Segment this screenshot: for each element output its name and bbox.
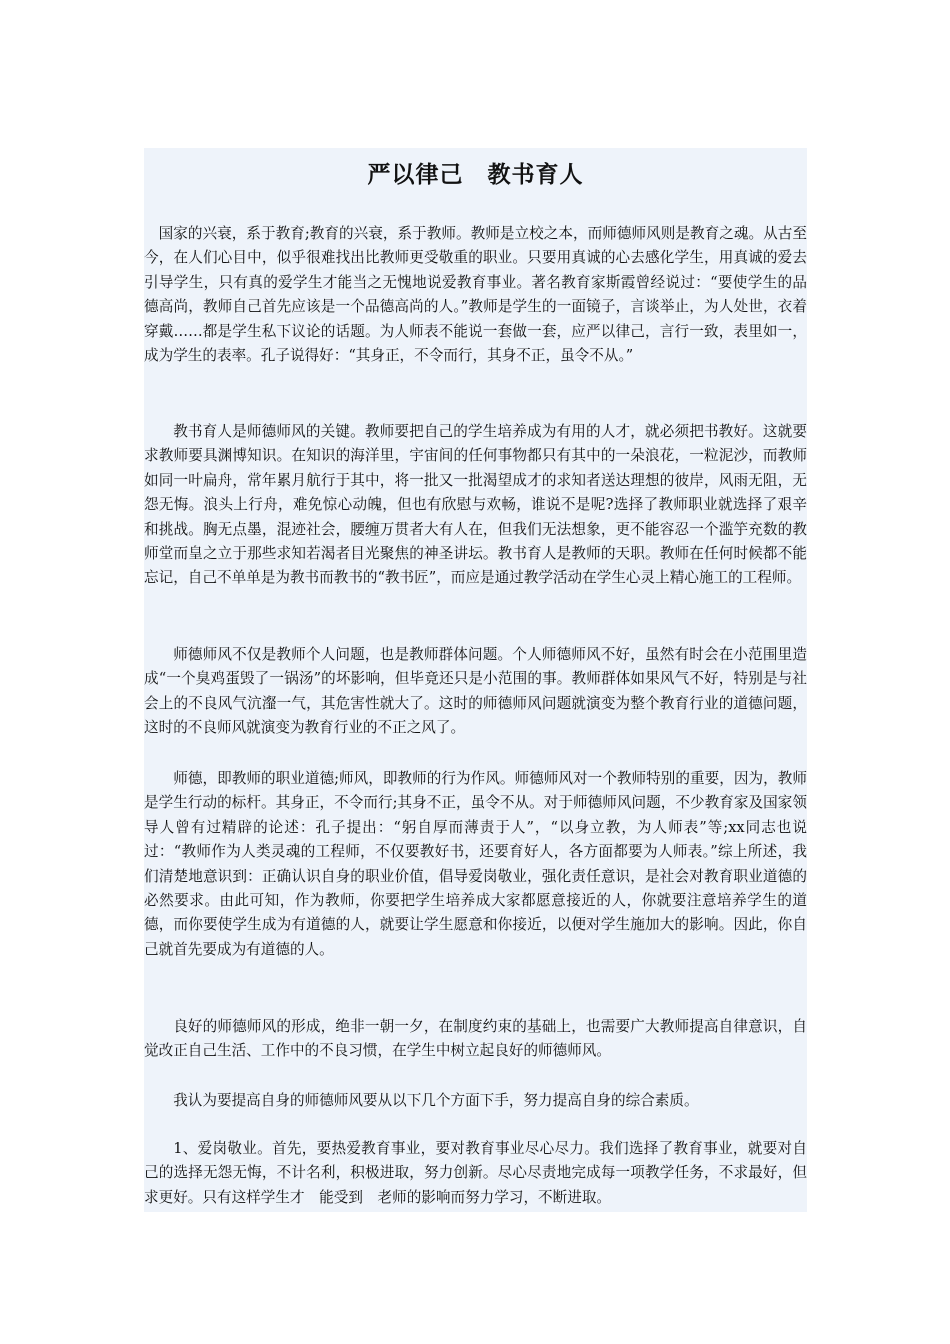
paragraph-6: 我认为要提高自身的师德师风要从以下几个方面下手，努力提高自身的综合素质。 <box>173 1092 699 1109</box>
paragraph-7: 1、爱岗敬业。首先，要热爱教育事业，要对教育事业尽心尽力。我们选择了教育事业，就要对自己的选择无怨无悔，不计名利，积极进取，努力创新。尽心尽责地完成每一项教学任务，不求最好，但求更好。只有这样学生才 能受到 老师的影响而努力学习，不断进取。 <box>144 1140 807 1206</box>
paragraph-1: 国家的兴衰，系于教育;教育的兴衰，系于教师。教师是立校之本，而师德师风则是教育之魂。从古至今，在人们心目中，似乎很难找出比教师更受敬重的职业。只要用真诚的心去感化学生，用真诚的爱去引导学生，只有真的爱学生才能当之无愧地说爱教育事业。著名教育家斯霞曾经说过：“要使学生的品德高尚，教师自己首先应该是一个品德高尚的人。”教师是学生的一面镜子，言谈举止，为人处世，衣着穿戴……都是学生私下议论的话题。为人师表不能说一套做一套，应严以律己，言行一致，表里如一，成为学生的表率。孔子说得好：“其身正，不令而行，其身不正，虽令不从。” <box>144 225 807 365</box>
paragraph-5: 良好的师德师风的形成，绝非一朝一夕，在制度约束的基础上，也需要广大教师提高自律意识，自觉改正自己生活、工作中的不良习惯，在学生中树立起良好的师德师风。 <box>144 1018 807 1060</box>
paragraph-3: 师德师风不仅是教师个人问题，也是教师群体问题。个人师德师风不好，虽然有时会在小范围里造成“一个臭鸡蛋毁了一锅汤”的坏影响，但毕竟还只是小范围的事。教师群体如果风气不好，特别是与社会上的不良风气沆瀣一气，其危害性就大了。这时的师德师风问题就演变为整个教育行业的道德问题，这时的不良师风就演变为教育行业的不正之风了。 <box>144 646 807 737</box>
paragraph-4: 师德，即教师的职业道德;师风，即教师的行为作风。师德师风对一个教师特别的重要，因为，教师是学生行动的标杆。其身正，不令而行;其身不正，虽令不从。对于师德师风问题，不少教育家及国家领导人曾有过精辟的论述：孔子提出：“躬自厚而薄责于人”，“以身立教，为人师表”等;xx同志也说过：“教师作为人类灵魂的工程师，不仅要教好书，还要育好人，各方面都要为人师表。”综上所述，我们清楚地意识到：正确认识自身的职业价值，倡导爱岗敬业，强化责任意识，是社会对教育职业道德的必然要求。由此可知，作为教师，你要把学生培养成大家都愿意接近的人，你就要注意培养学生的道德，而你要使学生成为有道德的人，就要让学生愿意和你接近，以便对学生施加大的影响。因此，你自己就首先要成为有道德的人。 <box>144 770 807 958</box>
paragraph-2: 教书育人是师德师风的关键。教师要把自己的学生培养成为有用的人才，就必须把书教好。这就要求教师要具渊博知识。在知识的海洋里，宇宙间的任何事物都只有其中的一朵浪花，一粒泥沙，而教师如同一叶扁舟，常年累月航行于其中，将一批又一批渴望成才的求知者送达理想的彼岸，风雨无阻，无怨无悔。浪头上行舟，难免惊心动魄，但也有欣慰与欢畅，谁说不是呢?选择了教师职业就选择了艰辛和挑战。胸无点墨，混迹社会，腰缠万贯者大有人在，但我们无法想象，更不能容忍一个滥竽充数的教师堂而皇之立于那些求知若渴者目光聚焦的神圣讲坛。教书育人是教师的天职。教师在任何时候都不能忘记，自己不单单是为教书而教书的“教书匠”，而应是通过教学活动在学生心灵上精心施工的工程师。 <box>144 423 807 587</box>
document-title: 严以律己 教书育人 <box>367 161 584 188</box>
